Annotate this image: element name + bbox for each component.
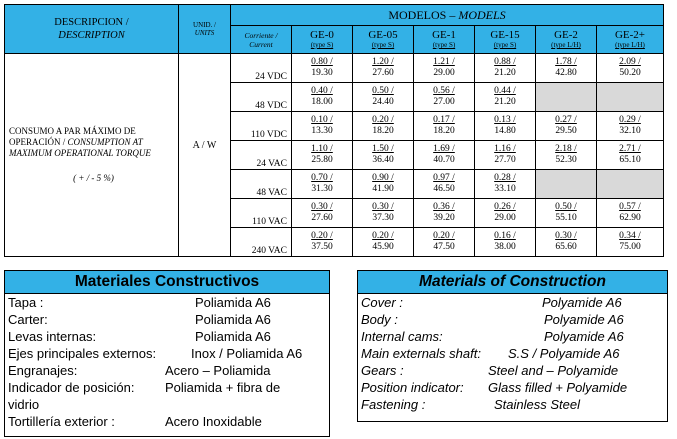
current-value: 0.27 /: [555, 115, 577, 125]
model-name: GE-15: [490, 29, 520, 41]
material-label: Position indicator:: [361, 380, 464, 395]
material-value: Poliamida A6: [195, 329, 271, 344]
value-cell: [292, 199, 353, 228]
value-cell: [292, 112, 353, 141]
consumption-table-body: [5, 54, 664, 257]
value-cell: [536, 112, 597, 141]
value-cell: [292, 54, 353, 83]
power-value: 42.80: [555, 68, 577, 78]
voltage-cell: 110 VAC: [231, 199, 292, 228]
consumption-table: [4, 4, 664, 257]
materials-es-list: [5, 294, 329, 430]
current-value: 0.13 /: [494, 115, 516, 125]
material-row: [358, 328, 667, 345]
power-value: 41.90: [372, 184, 394, 194]
current-value: 0.36 /: [433, 202, 455, 212]
empty-cell: [536, 83, 597, 112]
power-value: 19.30: [311, 68, 333, 78]
material-row: [5, 362, 329, 379]
current-value: 0.70 /: [311, 173, 333, 183]
model-name: GE-2+: [614, 29, 646, 41]
model-name: GE-1: [432, 29, 456, 41]
description-header: [5, 5, 179, 54]
power-value: 37.30: [372, 213, 394, 223]
value-cell: [536, 54, 597, 83]
material-row: [358, 362, 667, 379]
material-value: Steel and – Polyamide: [488, 363, 619, 378]
power-value: 24.40: [372, 97, 394, 107]
current-value: 0.30 /: [311, 202, 333, 212]
material-row: [5, 413, 329, 430]
power-value: 52.30: [555, 155, 577, 165]
value-cell: [292, 228, 353, 257]
current-value: 0.16 /: [494, 231, 516, 241]
description-en: CONSUMPTION AT MAXIMUM OPERATIONAL TORQUE: [9, 137, 151, 158]
current-value: 1.16 /: [494, 144, 516, 154]
value-cell: [353, 228, 414, 257]
power-value: 75.00: [619, 242, 641, 252]
value-cell: [475, 199, 536, 228]
material-label: Carter:: [8, 312, 48, 327]
models-header-es: MODELOS: [388, 7, 447, 22]
empty-cell: [536, 170, 597, 199]
value-cell: [597, 141, 664, 170]
current-value: 0.50 /: [555, 202, 577, 212]
table-row: [5, 54, 664, 83]
models-header-en: MODELS: [458, 7, 506, 22]
voltage-cell: 24 VDC: [231, 54, 292, 83]
power-value: 18.20: [433, 126, 455, 136]
models-header: [231, 5, 664, 26]
value-cell: [353, 199, 414, 228]
material-value-continuation: vidrio: [8, 397, 40, 412]
material-row: [358, 379, 667, 396]
model-type: (type L/H): [551, 41, 581, 49]
material-value: Stainless Steel: [494, 397, 580, 412]
power-value: 14.80: [494, 126, 516, 136]
current-value: 0.57 /: [619, 202, 641, 212]
model-name: GE-2: [554, 29, 578, 41]
materials-es-box: [4, 270, 330, 437]
power-value: 27.60: [372, 68, 394, 78]
description-header-en: DESCRIPTION: [58, 30, 125, 41]
current-value: 0.56 /: [433, 86, 455, 96]
model-type: (type L/H): [615, 41, 645, 49]
material-value: Polyamide A6: [542, 295, 622, 310]
unit-header-es: UNID. /: [193, 21, 216, 29]
power-value: 65.10: [619, 155, 641, 165]
power-value: 50.20: [619, 68, 641, 78]
current-value: 0.17 /: [433, 115, 455, 125]
material-value: Acero – Poliamida: [165, 363, 271, 378]
power-value: 29.00: [494, 213, 516, 223]
current-value: 1.21 /: [433, 57, 455, 67]
material-value: Inox / Poliamida A6: [191, 346, 303, 361]
power-value: 46.50: [433, 184, 455, 194]
power-value: 27.00: [433, 97, 455, 107]
model-header: [292, 26, 353, 54]
value-cell: [597, 112, 664, 141]
models-header-sep: –: [449, 7, 456, 22]
material-row: [358, 294, 667, 311]
current-value: 0.88 /: [494, 57, 516, 67]
material-label: Fastening :: [361, 397, 426, 412]
current-header-es: Corriente /: [244, 30, 278, 40]
current-value: 1.20 /: [372, 57, 394, 67]
current-value: 2.71 /: [619, 144, 641, 154]
value-cell: [597, 199, 664, 228]
power-value: 13.30: [311, 126, 333, 136]
description-header-es: DESCRIPCION /: [54, 17, 129, 28]
material-label: Ejes principales externos:: [8, 346, 157, 361]
material-row: [5, 311, 329, 328]
power-value: 37.50: [311, 242, 333, 252]
model-type: (type S): [310, 41, 334, 49]
model-header: [414, 26, 475, 54]
current-value: 0.50 /: [372, 86, 394, 96]
value-cell: [597, 54, 664, 83]
current-value: 0.10 /: [311, 115, 333, 125]
empty-cell: [597, 83, 664, 112]
power-value: 45.90: [372, 242, 394, 252]
value-cell: [353, 170, 414, 199]
materials-en-box: [357, 270, 668, 422]
value-cell: [536, 199, 597, 228]
power-value: 39.20: [433, 213, 455, 223]
model-name: GE-05: [368, 29, 398, 41]
power-value: 27.70: [494, 155, 516, 165]
current-value: 0.29 /: [619, 115, 641, 125]
model-header: [475, 26, 536, 54]
value-cell: [475, 54, 536, 83]
current-value: 0.20 /: [433, 231, 455, 241]
unit-cell: A / W: [179, 54, 231, 257]
model-header: [597, 26, 664, 54]
material-row: [5, 345, 329, 362]
current-value: 0.97 /: [433, 173, 455, 183]
material-row: [358, 311, 667, 328]
voltage-cell: 48 VDC: [231, 83, 292, 112]
material-row: [358, 345, 667, 362]
material-row: [5, 294, 329, 311]
material-label: Levas internas:: [8, 329, 97, 344]
value-cell: [536, 228, 597, 257]
power-value: 65.60: [555, 242, 577, 252]
unit-header: [179, 5, 231, 54]
value-cell: [414, 83, 475, 112]
material-label: Tapa :: [8, 295, 44, 310]
value-cell: [414, 54, 475, 83]
current-value: 1.10 /: [311, 144, 333, 154]
value-cell: [475, 112, 536, 141]
value-cell: [475, 170, 536, 199]
material-label: Internal cams:: [361, 329, 443, 344]
power-value: 36.40: [372, 155, 394, 165]
model-header: [536, 26, 597, 54]
power-value: 25.80: [311, 155, 333, 165]
current-value: 0.26 /: [494, 202, 516, 212]
empty-cell: [597, 170, 664, 199]
power-value: 18.20: [372, 126, 394, 136]
model-type: (type S): [432, 41, 456, 49]
power-value: 32.10: [619, 126, 641, 136]
current-value: 0.90 /: [372, 173, 394, 183]
material-value: Acero Inoxidable: [165, 414, 262, 429]
model-type: (type S): [371, 41, 395, 49]
material-value: Poliamida A6: [195, 312, 271, 327]
current-value: 0.20 /: [372, 231, 394, 241]
current-value: 0.30 /: [372, 202, 394, 212]
value-cell: [475, 83, 536, 112]
current-value: 0.34 /: [619, 231, 641, 241]
material-label: Gears :: [361, 363, 404, 378]
power-value: 62.90: [619, 213, 641, 223]
materials-es-title: Materiales Constructivos: [5, 271, 329, 294]
power-value: 33.10: [494, 184, 516, 194]
model-name: GE-0: [310, 29, 334, 41]
power-value: 55.10: [555, 213, 577, 223]
value-cell: [292, 141, 353, 170]
current-value: 1.78 /: [555, 57, 577, 67]
description-es: CONSUMO A PAR MÁXIMO DE OPERACIÓN /: [9, 126, 136, 147]
power-value: 31.30: [311, 184, 333, 194]
current-value: 0.20 /: [311, 231, 333, 241]
voltage-cell: 240 VAC: [231, 228, 292, 257]
current-value: 0.20 /: [372, 115, 394, 125]
value-cell: [353, 141, 414, 170]
value-cell: [414, 141, 475, 170]
material-label: Indicador de posición:: [8, 380, 135, 395]
voltage-cell: 24 VAC: [231, 141, 292, 170]
materials-en-list: [358, 294, 667, 413]
material-label: Engranajes:: [8, 363, 78, 378]
power-value: 21.20: [494, 68, 516, 78]
value-cell: [414, 228, 475, 257]
model-header: [353, 26, 414, 54]
material-value: Glass filled + Polyamide: [488, 380, 628, 395]
value-cell: [292, 83, 353, 112]
value-cell: [475, 141, 536, 170]
material-row-continuation: [5, 396, 329, 413]
tolerance-text: ( + / - 5 %): [73, 173, 114, 183]
material-row: [5, 328, 329, 345]
material-value: S.S / Polyamide A6: [508, 346, 620, 361]
current-value: 0.80 /: [311, 57, 333, 67]
power-value: 29.50: [555, 126, 577, 136]
power-value: 29.00: [433, 68, 455, 78]
voltage-cell: 110 VDC: [231, 112, 292, 141]
model-type: (type S): [493, 41, 517, 49]
power-value: 27.60: [311, 213, 333, 223]
power-value: 18.00: [311, 97, 333, 107]
material-value: Polyamide A6: [544, 329, 624, 344]
current-header: [231, 26, 292, 54]
description-cell: [5, 54, 179, 257]
voltage-cell: 48 VAC: [231, 170, 292, 199]
current-header-en: Current: [249, 39, 273, 49]
value-cell: [536, 141, 597, 170]
value-cell: [292, 170, 353, 199]
current-value: 2.09 /: [619, 57, 641, 67]
power-value: 47.50: [433, 242, 455, 252]
current-value: 2.18 /: [555, 144, 577, 154]
material-label: Main externals shaft:: [361, 346, 481, 361]
current-value: 0.28 /: [494, 173, 516, 183]
current-value: 0.44 /: [494, 86, 516, 96]
value-cell: [597, 228, 664, 257]
current-value: 1.69 /: [433, 144, 455, 154]
unit-header-en: UNITS: [194, 29, 215, 37]
current-value: 1.50 /: [372, 144, 394, 154]
power-value: 38.00: [494, 242, 516, 252]
material-label: Cover :: [361, 295, 403, 310]
value-cell: [475, 228, 536, 257]
value-cell: [414, 170, 475, 199]
power-value: 40.70: [433, 155, 455, 165]
current-value: 0.30 /: [555, 231, 577, 241]
value-cell: [414, 112, 475, 141]
value-cell: [353, 83, 414, 112]
material-label: Tortillería exterior :: [8, 414, 115, 429]
value-cell: [353, 54, 414, 83]
value-cell: [353, 112, 414, 141]
current-value: 0.40 /: [311, 86, 333, 96]
value-cell: [414, 199, 475, 228]
power-value: 21.20: [494, 97, 516, 107]
material-row: [5, 379, 329, 396]
material-value: Poliamida A6: [195, 295, 271, 310]
material-label: Body :: [361, 312, 398, 327]
material-value: Poliamida + fibra de: [165, 380, 281, 395]
material-value: Polyamide A6: [544, 312, 624, 327]
material-row: [358, 396, 667, 413]
materials-en-title: Materials of Construction: [358, 271, 667, 294]
